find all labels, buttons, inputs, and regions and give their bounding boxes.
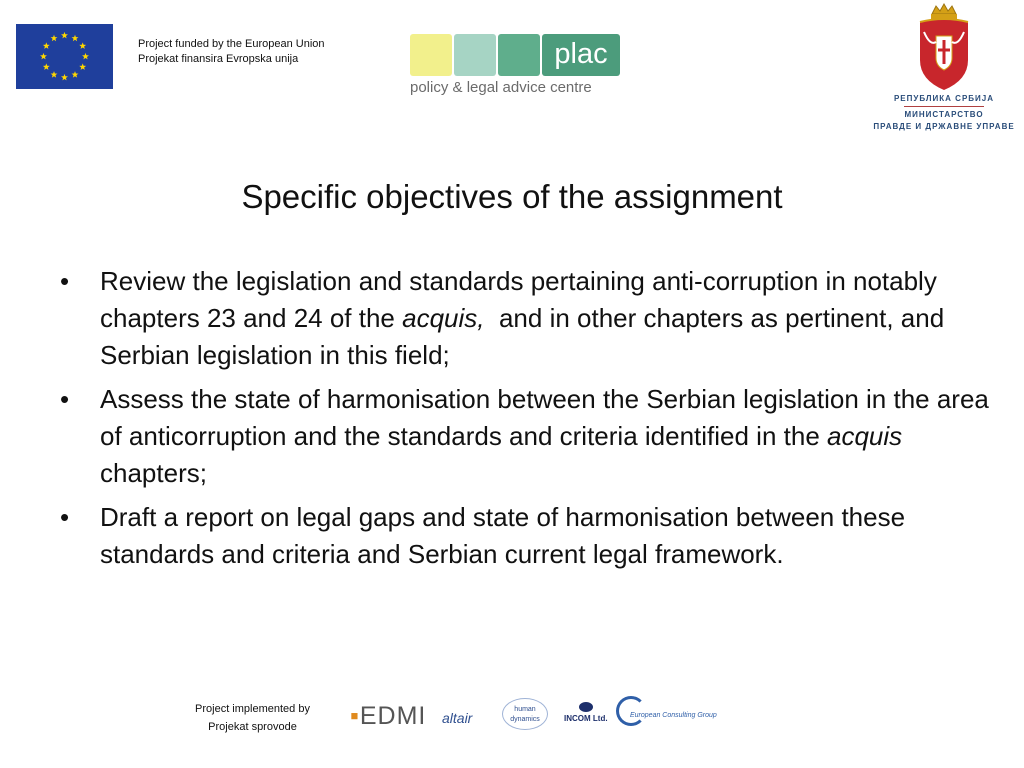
plac-square-green (498, 34, 540, 76)
eu-star-icon (43, 42, 50, 49)
objective-text: Review the legislation and standards pertaining anti-corruption in notably chapters 23 and 24 of the (100, 266, 937, 333)
impl-line-sr: Projekat sprovode (208, 721, 297, 733)
plac-square-yellow (410, 34, 452, 76)
incom-emblem-icon (579, 702, 593, 712)
incom-logo-text: INCOM Ltd. (564, 714, 608, 723)
objectives-list (60, 263, 990, 580)
plac-wordmark: plac (542, 34, 620, 76)
eu-star-icon (72, 71, 79, 78)
eu-star-icon (43, 63, 50, 70)
implementation-note (180, 700, 325, 736)
eu-star-icon (79, 63, 86, 70)
objective-emphasis: acquis (827, 421, 903, 451)
plac-logo (410, 34, 620, 98)
funding-note (138, 37, 325, 67)
eu-star-icon (79, 42, 86, 49)
serbia-ministry-logo (864, 2, 1024, 152)
partner-logos (350, 694, 717, 734)
incom-logo (564, 702, 608, 723)
eu-star-icon (61, 74, 68, 81)
objective-item (60, 263, 990, 374)
eu-star-icon (82, 53, 89, 60)
bullet-icon: • (60, 384, 70, 414)
edmi-logo-text: EDMI (359, 702, 427, 730)
serbia-ministry-name: ПРАВДЕ И ДРЖАВНЕ УПРАВЕ (873, 122, 1015, 131)
bullet-icon: • (60, 266, 70, 296)
objective-item (60, 499, 990, 573)
objective-emphasis: acquis, (402, 303, 485, 333)
objective-item (60, 381, 990, 492)
objective-text-tail: and in other chapters as pertinent, and Serbian legislation in this field; (100, 303, 952, 370)
objective-text: Draft a report on legal gaps and state of harmonisation between these standards and criteria and Serbian current legal framework. (100, 502, 906, 569)
serbia-republic-label: РЕПУБЛИКА СРБИЈА (893, 94, 995, 103)
bullet-icon: • (60, 502, 70, 532)
objective-text-tail: chapters; (100, 458, 207, 488)
impl-line-en: Project implemented by (195, 703, 310, 715)
eu-star-icon (51, 71, 58, 78)
funded-line-sr: Projekat finansira Evropska unija (138, 53, 299, 65)
eu-star-icon (51, 35, 58, 42)
eu-star-icon (72, 35, 79, 42)
human-dynamics-logo: human dynamics (502, 698, 548, 730)
serbian-coat-of-arms-icon (914, 2, 974, 94)
eu-stars-icon (16, 24, 113, 89)
plac-square-mint (454, 34, 496, 76)
eu-star-icon (61, 32, 68, 39)
serbia-divider (904, 106, 984, 107)
ecg-logo-text: European Consulting Group (630, 712, 717, 719)
european-consulting-group-logo (616, 696, 717, 730)
altair-logo: altair (442, 710, 473, 726)
ecg-swoosh-icon (616, 696, 646, 726)
funded-line-en: Project funded by the European Union (138, 38, 325, 50)
eu-star-icon (40, 53, 47, 60)
objective-text: Assess the state of harmonisation between the Serbian legislation in the area of anticorruption and the standards and criteria identified in the (100, 384, 989, 451)
eu-flag-logo (16, 24, 113, 89)
edmi-logo: ▪EDMI (350, 702, 427, 730)
plac-tagline: policy & legal advice centre (410, 79, 592, 96)
slide-title: Specific objectives of the assignment (241, 178, 783, 215)
serbia-ministry-label: МИНИСТАРСТВО (904, 110, 984, 119)
